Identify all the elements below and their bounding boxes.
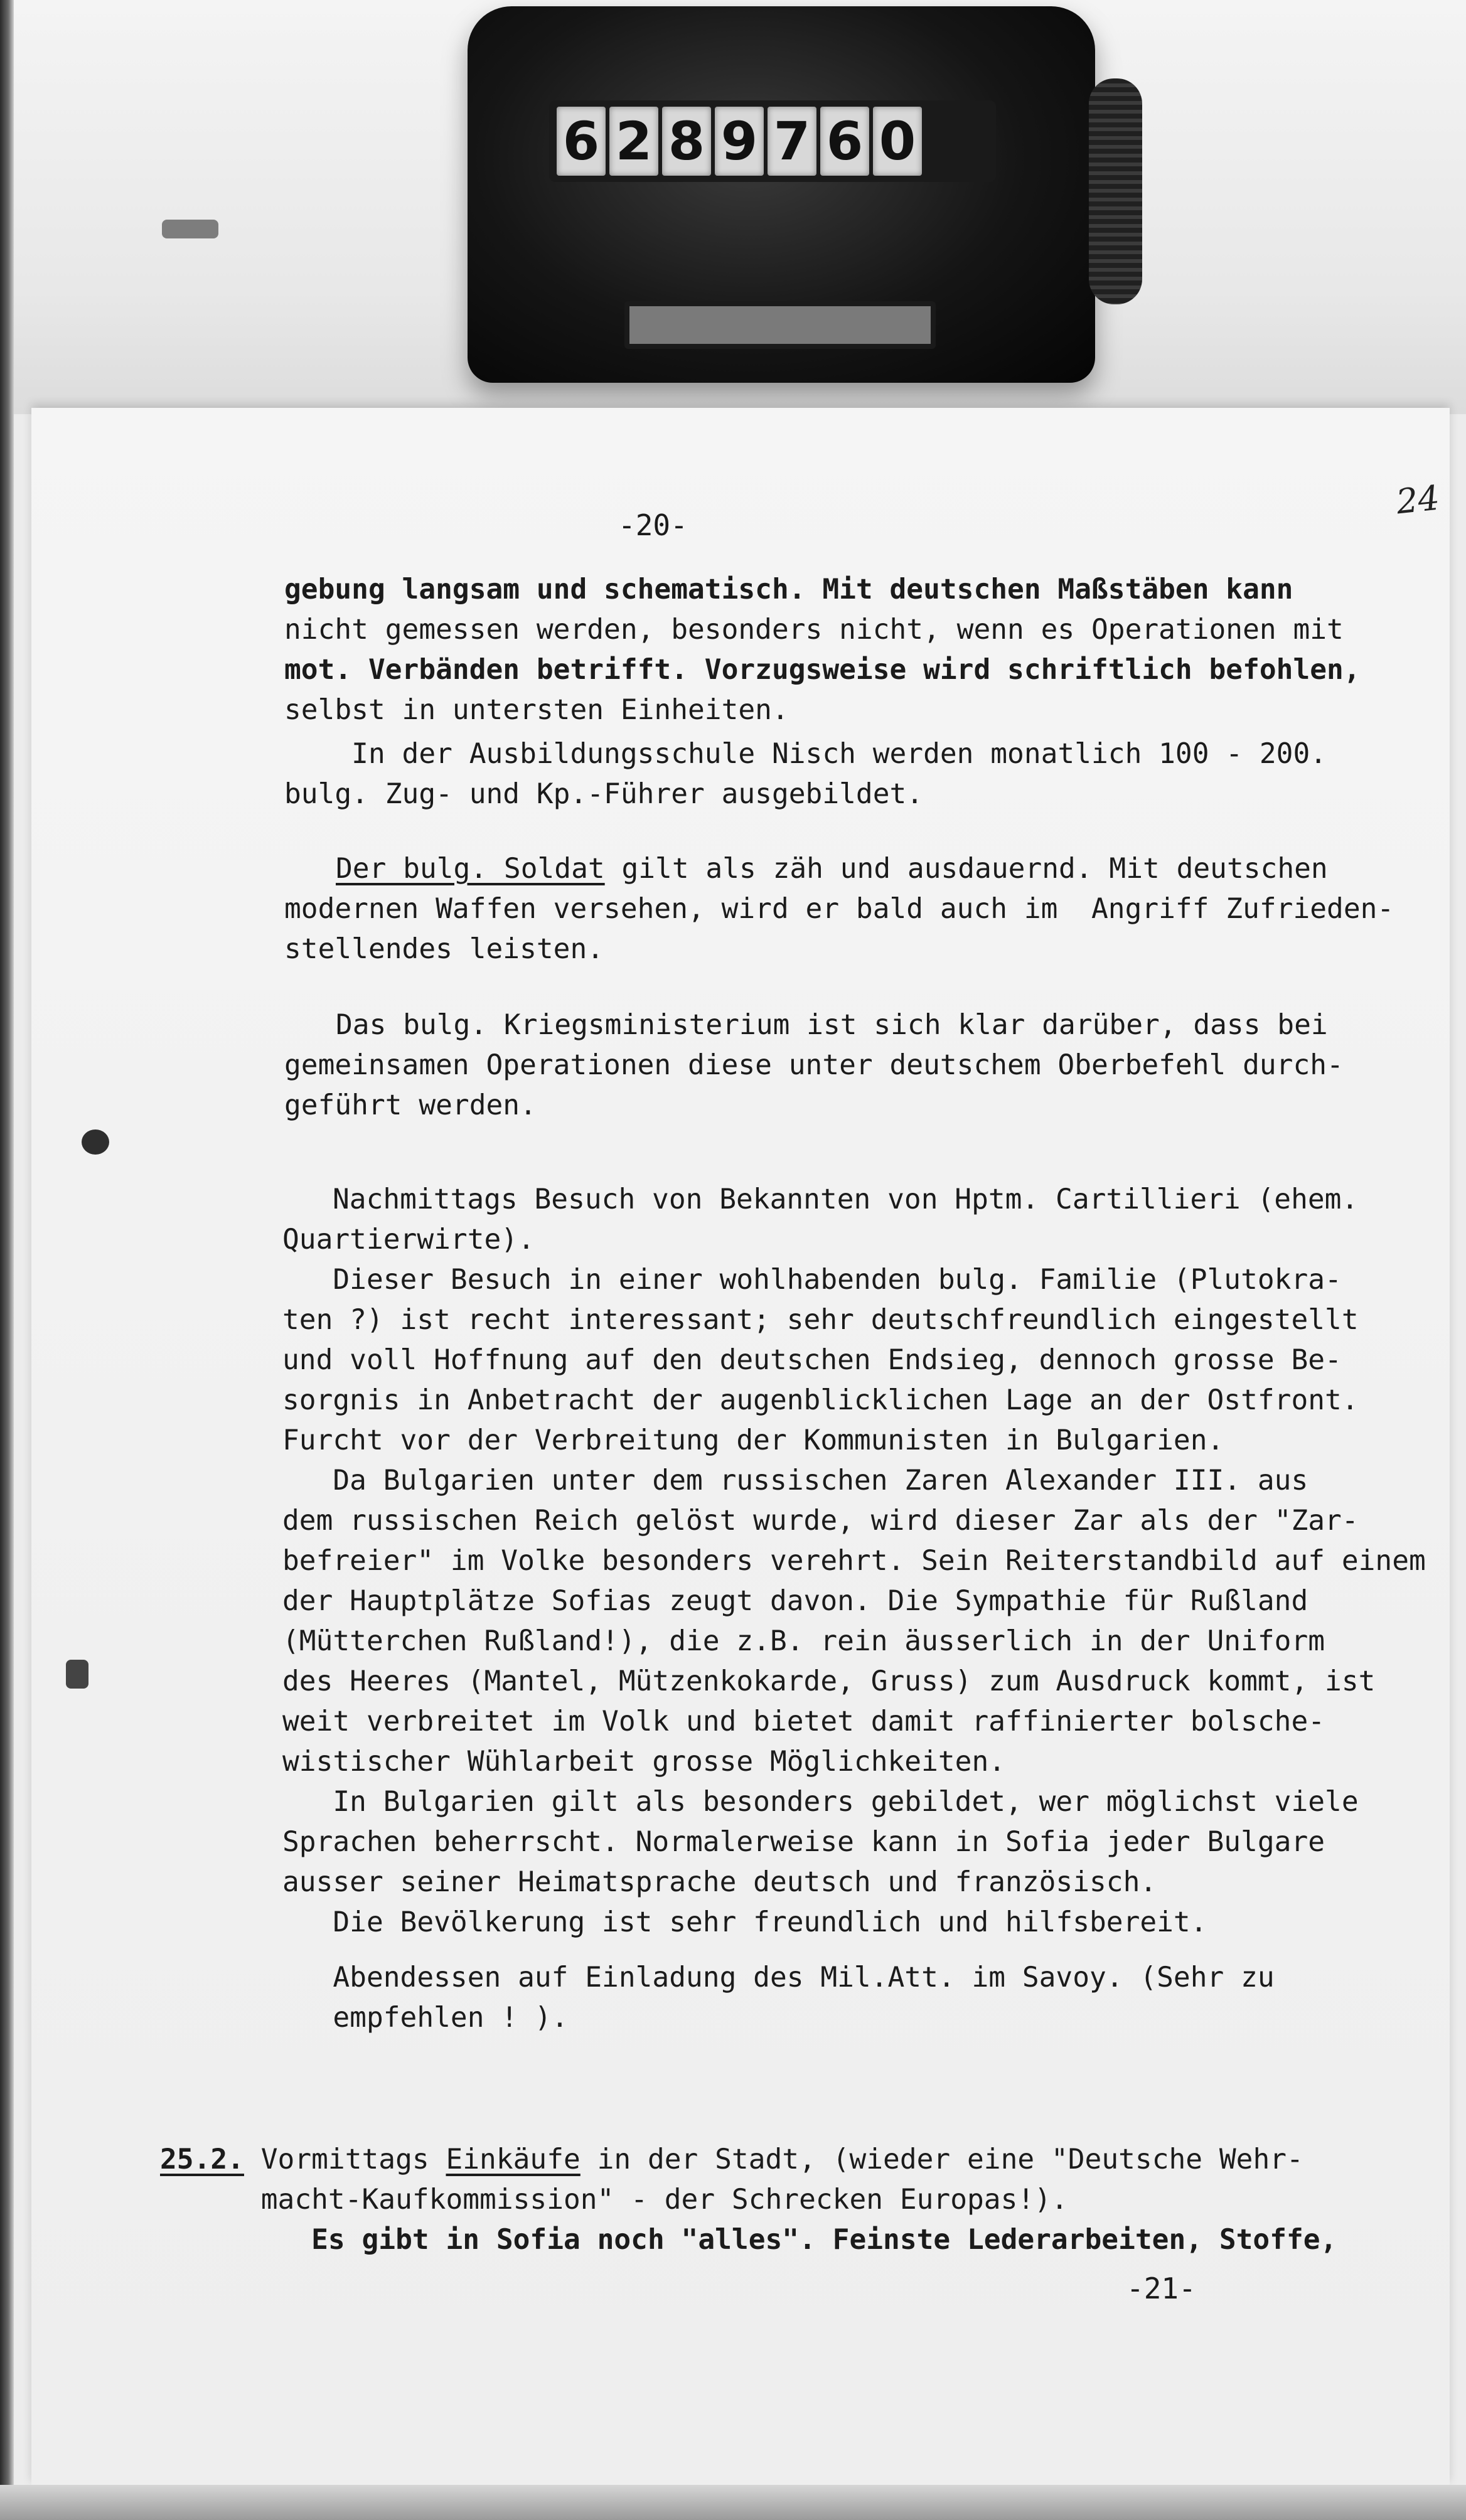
text-line: Dieser Besuch in einer wohlhabenden bulg. Familie (Plutokra- — [282, 1264, 1342, 1296]
text-line: wistischer Wühlarbeit grosse Möglichkeiten. — [282, 1746, 1006, 1778]
film-speck — [162, 220, 218, 238]
text-line: sorgnis in Anbetracht der augenblicklichen Lage an der Ostfront. — [282, 1384, 1359, 1416]
text-line: Quartierwirte). — [282, 1224, 535, 1256]
counter-digit: 9 — [715, 107, 764, 176]
text-line: Nachmittags Besuch von Bekannten von Hptm. Cartillieri (ehem. — [333, 1183, 1359, 1215]
handwritten-folio: 24 — [1394, 478, 1442, 522]
text-line: 25.2. Vormittags Einkäufe in der Stadt, (wieder eine "Deutsche Wehr- — [160, 2144, 1303, 2176]
text-line: empfehlen ! ). — [282, 2002, 569, 2034]
text-line: der Hauptplätze Sofias zeugt davon. Die Sympathie für Rußland — [282, 1585, 1308, 1617]
text-line: Abendessen auf Einladung des Mil.Att. im Savoy. (Sehr zu — [282, 1962, 1275, 1994]
text-line: geführt werden. — [284, 1089, 537, 1121]
text-line: des Heeres (Mantel, Mützenkokarde, Gruss) zum Ausdruck kommt, ist — [282, 1665, 1376, 1697]
text-line: befreier" im Volke besonders verehrt. Sein Reiterstandbild auf einem — [282, 1545, 1426, 1577]
text-line: stellendes leisten. — [284, 933, 604, 965]
punch-hole — [82, 1129, 109, 1155]
text-line: gebung langsam und schematisch. Mit deutschen Maßstäben kann — [284, 574, 1293, 606]
text-line: ten ?) ist recht interessant; sehr deutschfreundlich eingestellt — [282, 1304, 1359, 1336]
counter-slot — [624, 301, 936, 349]
film-edge-bottom — [0, 2485, 1466, 2520]
text-line: Da Bulgarien unter dem russischen Zaren Alexander III. aus — [282, 1465, 1308, 1497]
text-line: Sprachen beherrscht. Normalerweise kann in Sofia jeder Bulgare — [282, 1826, 1325, 1858]
text-line: Das bulg. Kriegsministerium ist sich klar darüber, dass bei — [336, 1009, 1328, 1041]
counter-digit: 2 — [609, 107, 658, 176]
text-line: und voll Hoffnung auf den deutschen Endsieg, dennoch grosse Be- — [282, 1344, 1342, 1376]
text-line: weit verbreitet im Volk und bietet damit raffinierter bolsche- — [282, 1706, 1325, 1738]
text-line: gemeinsamen Operationen diese unter deutschem Oberbefehl durch- — [284, 1049, 1344, 1081]
counter-digit: 6 — [557, 107, 606, 176]
text-line: macht-Kaufkommission" - der Schrecken Europas!). — [160, 2184, 1068, 2216]
text-line: selbst in untersten Einheiten. — [284, 694, 789, 726]
text-line: bulg. Zug- und Kp.-Führer ausgebildet. — [284, 778, 924, 810]
counter-digit: 6 — [820, 107, 869, 176]
counter-digits — [549, 100, 996, 182]
text-line: ausser seiner Heimatsprache deutsch und französisch. — [282, 1866, 1157, 1898]
text-line: In der Ausbildungsschule Nisch werden monatlich 100 - 200. — [284, 738, 1327, 770]
counter-digit: 7 — [768, 107, 816, 176]
counter-knob — [1089, 78, 1142, 304]
text-line: Der bulg. Soldat gilt als zäh und ausdauernd. Mit deutschen — [336, 853, 1328, 885]
punch-hole — [66, 1660, 88, 1689]
text-line: Die Bevölkerung ist sehr freundlich und hilfsbereit. — [282, 1906, 1207, 1938]
entry-date: 25.2. — [160, 2144, 244, 2176]
page-number-bottom: -21- — [1126, 2272, 1196, 2305]
text-line: modernen Waffen versehen, wird er bald auch im Angriff Zufrieden- — [284, 893, 1394, 925]
text-line: (Mütterchen Rußland!), die z.B. rein äusserlich in der Uniform — [282, 1625, 1325, 1657]
counter-body — [468, 6, 1095, 383]
text-line: Furcht vor der Verbreitung der Kommunisten in Bulgarien. — [282, 1424, 1224, 1456]
frame-counter-device — [468, 6, 1114, 383]
text-line: In Bulgarien gilt als besonders gebildet, wer möglichst viele — [282, 1786, 1359, 1818]
counter-digit: 8 — [662, 107, 711, 176]
underlined-phrase: Einkäufe — [446, 2144, 581, 2176]
text-line: mot. Verbänden betrifft. Vorzugsweise wird schriftlich befohlen, — [284, 654, 1361, 686]
film-edge-left — [0, 0, 14, 2520]
text-line: dem russischen Reich gelöst wurde, wird dieser Zar als der "Zar- — [282, 1505, 1359, 1537]
counter-digit: 0 — [873, 107, 922, 176]
page-number-top: -20- — [618, 508, 688, 542]
underlined-phrase: Der bulg. Soldat — [336, 853, 605, 885]
text-line: nicht gemessen werden, besonders nicht, wenn es Operationen mit — [284, 614, 1344, 646]
document-page — [31, 408, 1450, 2485]
text-line: Es gibt in Sofia noch "alles". Feinste Lederarbeiten, Stoffe, — [160, 2224, 1337, 2256]
